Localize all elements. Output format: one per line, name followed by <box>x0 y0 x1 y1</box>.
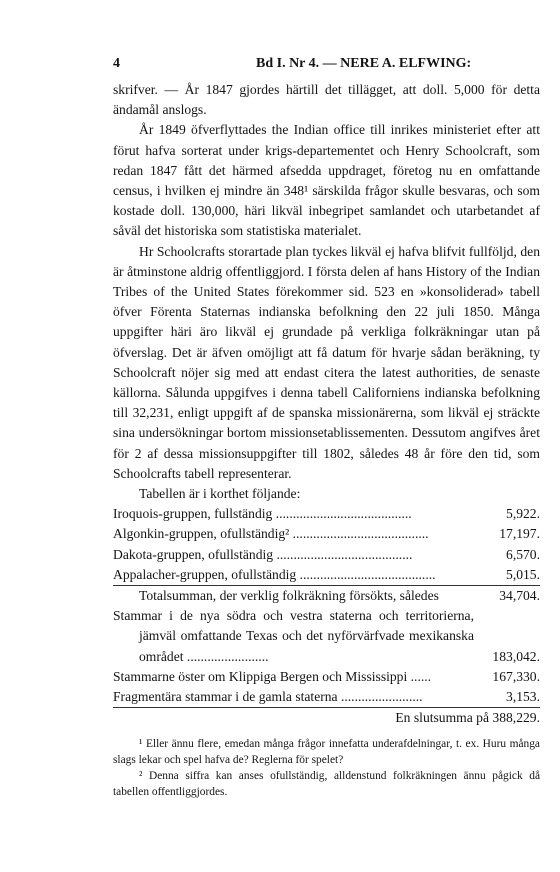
population-table <box>113 504 540 728</box>
footnote: ² Denna siffra kan anses ofullständig, alldenstund folkräkningen ännu pågick då tabellen offentliggjordes. <box>113 770 540 799</box>
row-label: Appalacher-gruppen, ofullständig ........................................ <box>113 566 436 582</box>
running-header <box>113 56 540 74</box>
footnotes <box>113 736 540 800</box>
running-title: Bd I. Nr 4. — NERE A. ELFWING: <box>256 56 472 71</box>
table-row <box>113 524 540 544</box>
subtotal-row <box>113 585 540 606</box>
row-label: Stammar i de nya södra och vestra staterna och territorierna, jämväl omfattande Texas och det nyförvärfvade mexikanska området ........................ <box>113 608 474 664</box>
page-body <box>113 80 540 800</box>
row-label: Dakota-gruppen, ofullständig ........................................ <box>113 546 413 562</box>
row-value: 34,704. <box>499 588 540 604</box>
table-row <box>113 687 540 708</box>
paragraph: Hr Schoolcrafts storartade plan tyckes likväl ej hafva blifvit fullföljd, den är åtminstone aldrig offentliggjord. I första delen af hans History of the Indian Tribes of the United States förekommer sid. 523 en »konsoliderad» tabell öfver Förenta Staternas indianska befolkning den 22 juli 1850. Många uppgifter häri äro likväl ej grundade på verkliga folkräkningar utan på öfverslag. Det är äfven omöjligt att få datum för hvarje sådan beräkning, ty Schoolcraft nöjer sig med att endast citera the latest authorities, de senaste källorna. Sålunda uppgifves i denna tabell Californiens indianska befolkning till 32,231, enligt uppgift af de spanska missionärerna, som likväl ej sträckte sina undersökningar bortom missionsetablissementen. Dessutom angifves året för 2 af dessa missionsuppgifter till 1802, således 48 år före den tid, som Schoolcrafts tabell representerar. <box>113 243 540 481</box>
table-row <box>113 667 540 687</box>
grand-total: En slutsumma på 388,229. <box>395 710 540 726</box>
row-value: 5,015. <box>506 566 540 582</box>
row-value: 17,197. <box>499 526 540 542</box>
grand-total-row <box>113 708 540 728</box>
row-label: Iroquois-gruppen, fullständig ........................................ <box>113 506 412 522</box>
row-label: Algonkin-gruppen, ofullständig² ........................................ <box>113 526 429 542</box>
row-label: Stammarne öster om Klippiga Bergen och Mississippi ...... <box>113 668 432 684</box>
paragraph: skrifver. — År 1847 gjordes härtill det tillägget, att doll. 5,000 för detta ändamål anslogs. <box>113 82 540 118</box>
footnote: ¹ Eller ännu flere, emedan många frågor innefatta underafdelningar, t. ex. Huru många slags lekar och spel hafva de? Reglerna för spelet? <box>113 738 540 767</box>
row-value: 167,330. <box>492 668 540 684</box>
row-value: 183,042. <box>492 648 540 664</box>
row-value: 5,922. <box>506 506 540 522</box>
row-value: 3,153. <box>506 689 540 704</box>
row-label: Fragmentära stammar i de gamla staterna ........................ <box>113 689 423 704</box>
row-label: Totalsumman, der verklig folkräkning försökts, således <box>139 588 439 604</box>
row-value: 6,570. <box>506 546 540 562</box>
paragraph: År 1849 öfverflyttades the Indian office till inrikes ministeriet efter att förut hafva sorterat under krigs-departementet och Henry Schoolcraft, som redan 1847 fått det härmed afsedda uppdraget, företog nu en omfattande census, i hvilken ej mindre än 348¹ särskilda frågor skulle besvaras, och som kostade doll. 130,000, häri likväl inbegripet samlandet och utarbetandet af såväl det historiska som statistiska materialet. <box>113 122 540 239</box>
table-row <box>113 504 540 524</box>
table-row <box>113 565 540 585</box>
table-row <box>113 545 540 565</box>
page-number: 4 <box>113 56 120 71</box>
table-row <box>113 606 540 667</box>
table-intro: Tabellen är i korthet följande: <box>139 486 301 502</box>
